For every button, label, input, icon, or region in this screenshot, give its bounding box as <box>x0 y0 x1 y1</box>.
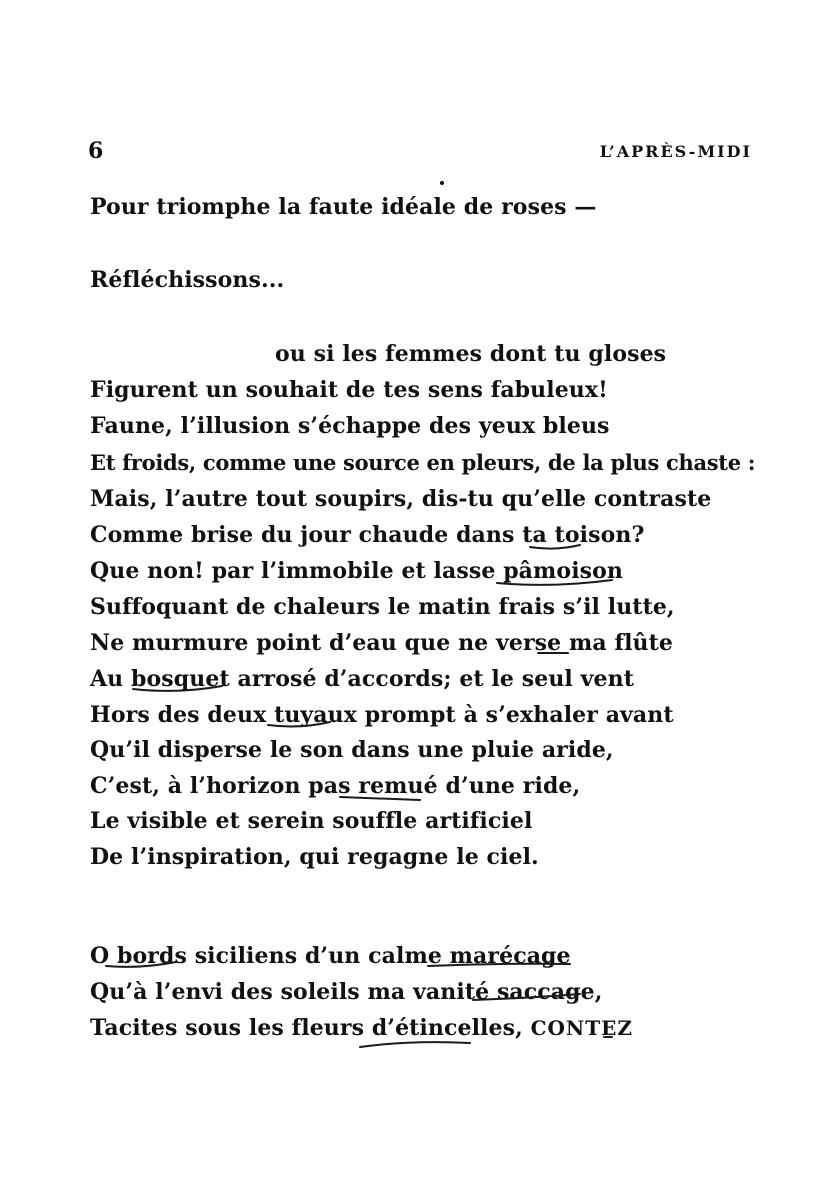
running-head: L’APRÈS-MIDI <box>599 142 752 161</box>
poem-line: Le visible et serein souffle artificiel <box>90 808 533 834</box>
poem-line: C’est, à l’horizon pas remué d’une ride, <box>90 773 581 799</box>
poem-line: Comme brise du jour chaude dans ta toison? <box>90 522 645 548</box>
poem-line: Faune, l’illusion s’échappe des yeux bleus <box>90 413 610 439</box>
poem-line: Figurent un souhait de tes sens fabuleux! <box>90 377 608 403</box>
poem-line: De l’inspiration, qui regagne le ciel. <box>90 844 539 870</box>
poem-line: Hors des deux tuyaux prompt à s’exhaler avant <box>90 702 674 728</box>
poem-line: Au bosquet arrosé d’accords; et le seul vent <box>90 666 634 692</box>
page-number: 6 <box>88 138 104 164</box>
poem-line: Suffoquant de chaleurs le matin frais s’il lutte, <box>90 594 675 620</box>
poem-line: O bords siciliens d’un calme marécage <box>90 943 571 969</box>
catchword: CONTEZ <box>530 1016 633 1040</box>
ink-dot-mark <box>440 181 444 185</box>
poem-line: Ne murmure point d’eau que ne verse ma flûte <box>90 630 673 656</box>
pen-underline-mark <box>360 1042 470 1047</box>
poem-line-last <box>90 1014 633 1042</box>
poem-line: Réfléchissons... <box>90 267 285 293</box>
poem-line: Que non! par l’immobile et lasse pâmoison <box>90 558 624 584</box>
poem-line-text: Tacites sous les fleurs d’étincelles, <box>90 1015 531 1041</box>
page-header <box>88 138 752 168</box>
poem-line: Qu’à l’envi des soleils ma vanité saccage, <box>90 979 603 1005</box>
poem-line-indented: ou si les femmes dont tu gloses <box>275 341 667 367</box>
poem-line: Et froids, comme une source en pleurs, de la plus chaste : <box>90 450 756 475</box>
poem-line: Pour triomphe la faute idéale de roses — <box>90 194 597 220</box>
poem-line: Mais, l’autre tout soupirs, dis-tu qu’elle contraste <box>90 486 712 512</box>
poem-line: Qu’il disperse le son dans une pluie aride, <box>90 737 614 763</box>
